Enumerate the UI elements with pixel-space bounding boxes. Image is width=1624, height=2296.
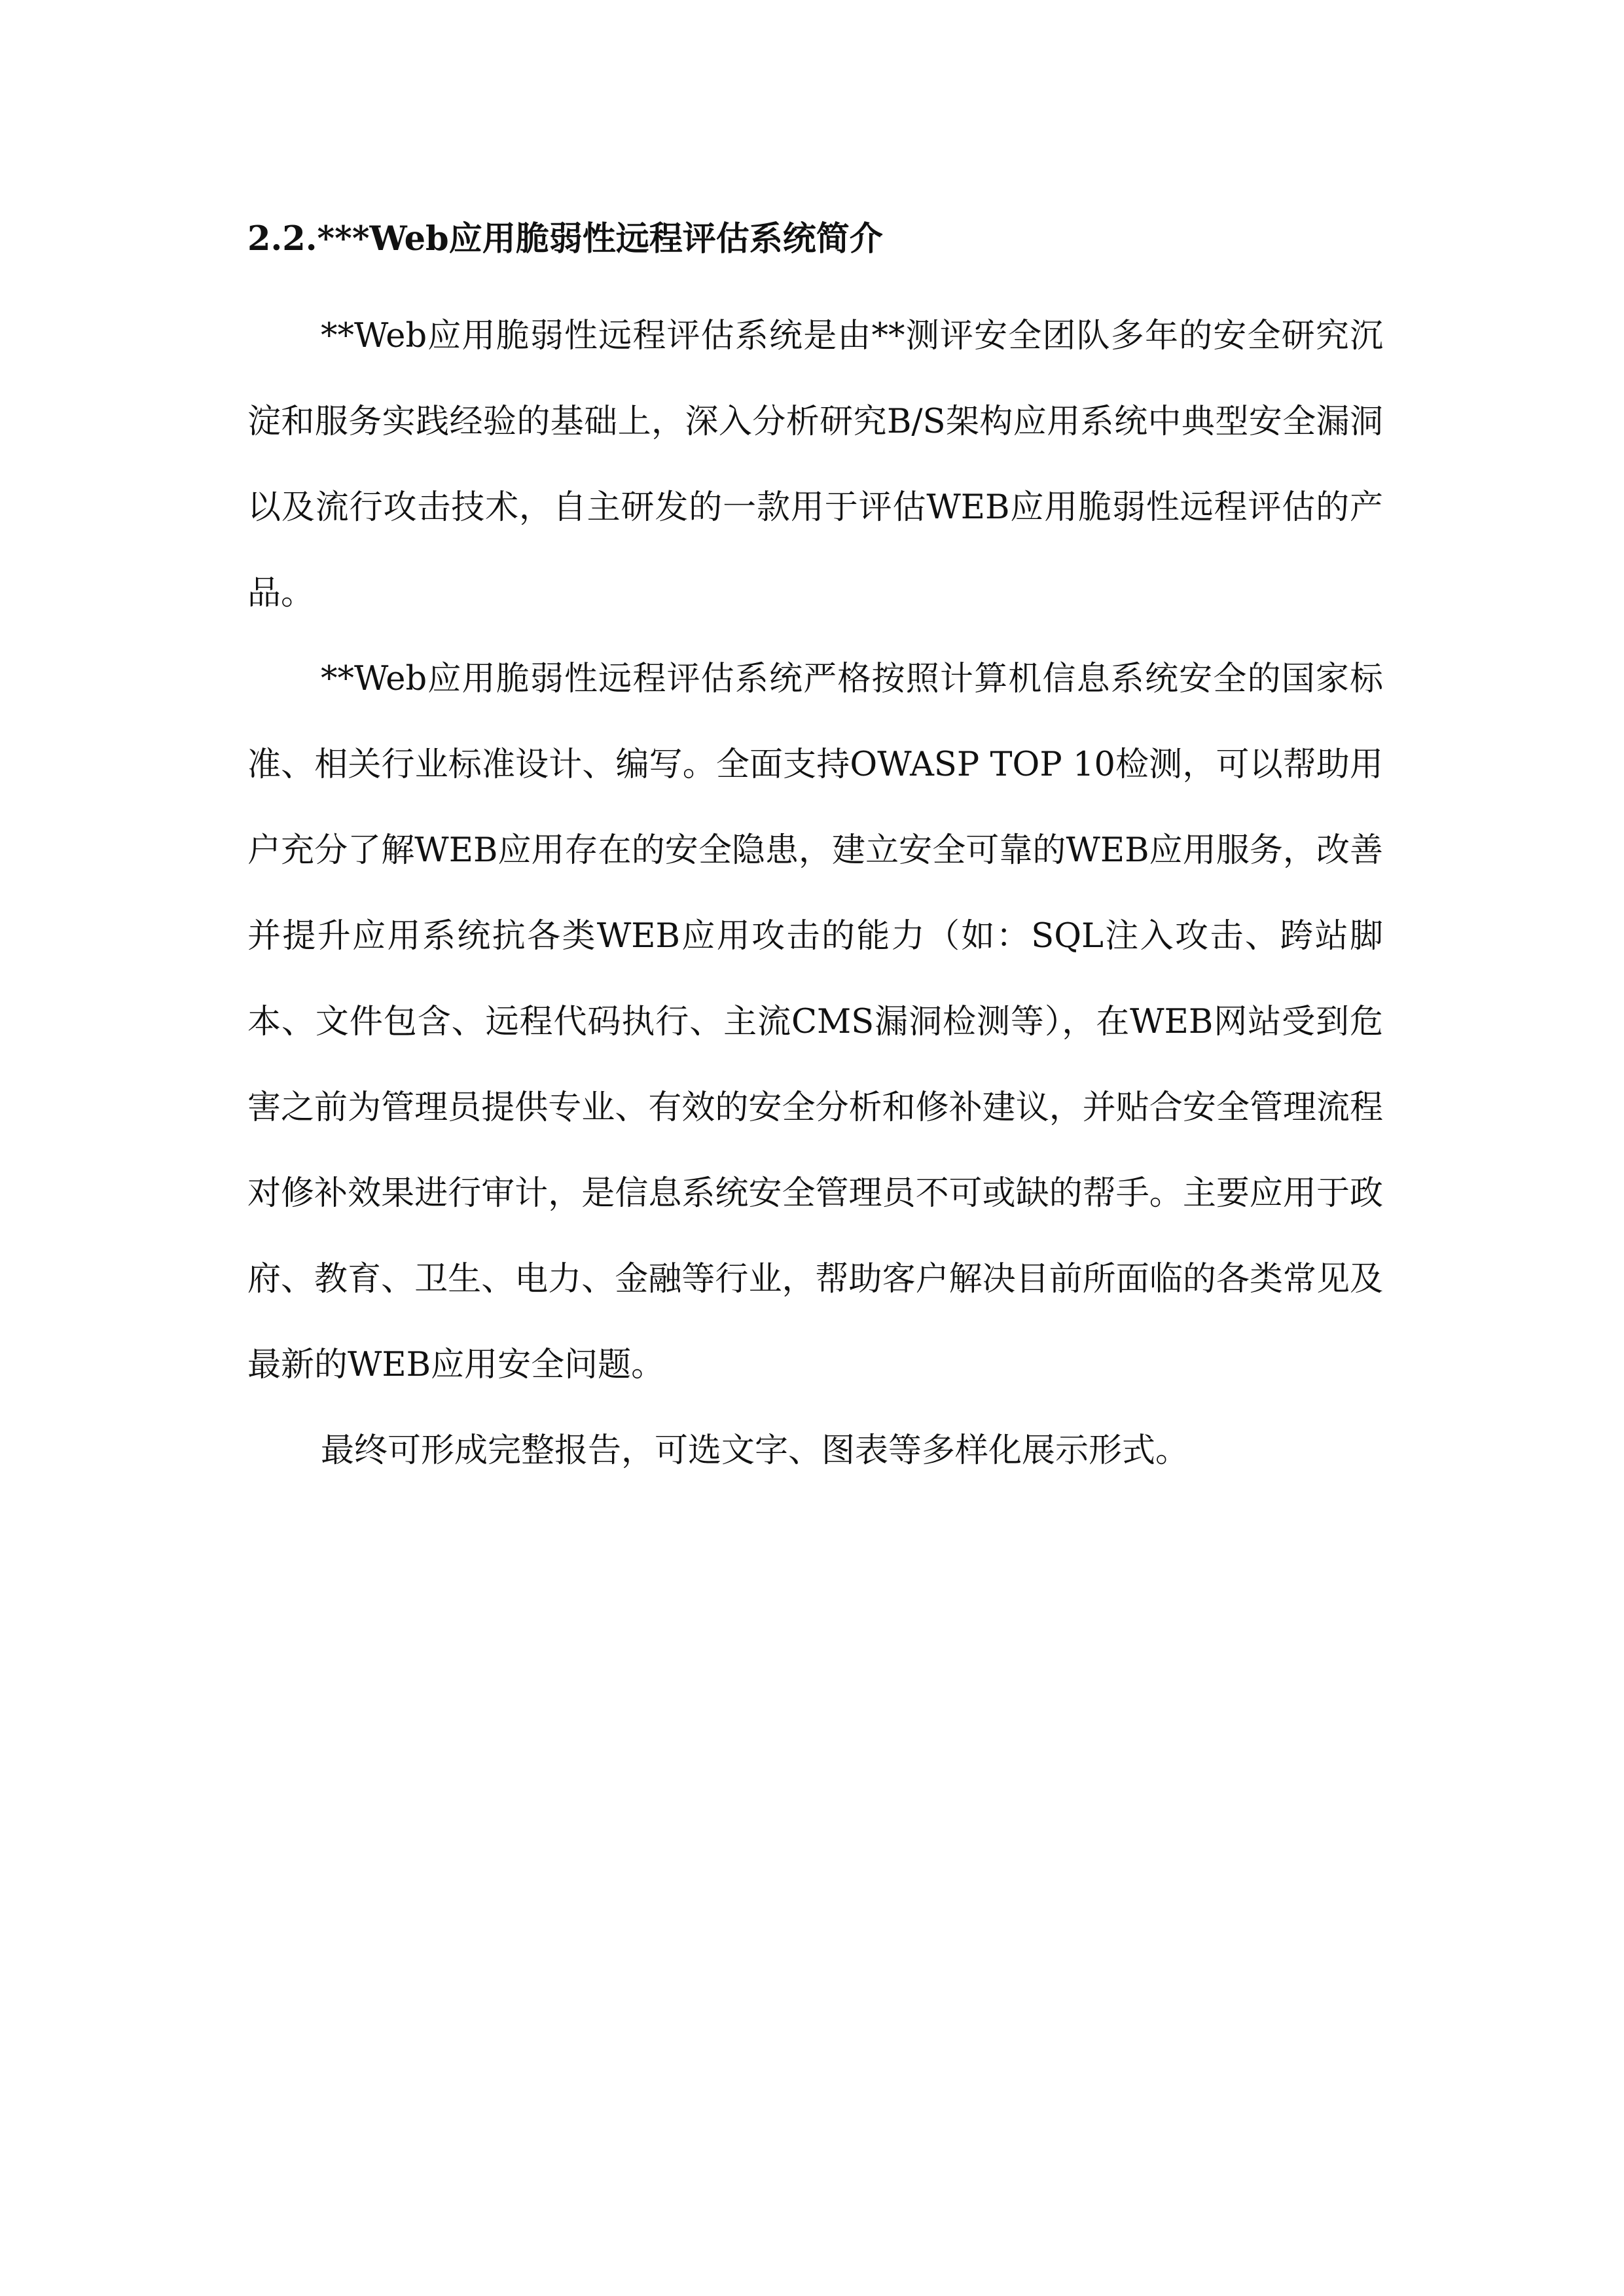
paragraph-report-output: 最终可形成完整报告，可选文字、图表等多样化展示形式。: [321, 1431, 1189, 1470]
paragraph-standards-and-capabilities: **Web应用脆弱性远程评估系统严格按照计算机信息系统安全的国家标准、相关行业标准设计、编写。全面支持OWASP TOP 10检测，可以帮助用户充分了解WEB应用存在的安全隐患，建立安全可靠的WEB应用服务，改善并提升应用系统抗各类WEB应用攻击的能力（如：SQL注入攻击、跨站脚本、文件包含、远程代码执行、主流CMS漏洞检测等），在WEB网站受到危害之前为管理员提供专业、有效的安全分析和修补建议，并贴合安全管理流程对修补效果进行审计，是信息系统安全管理员不可或缺的帮手。主要应用于政府、教育、卫生、电力、金融等行业，帮助客户解决目前所面临的各类常见及最新的WEB应用安全问题。: [247, 660, 1383, 1384]
document-body: [247, 209, 1383, 1494]
section-heading: 2.2.***Web应用脆弱性远程评估系统简介: [247, 219, 883, 259]
paragraph-system-overview: **Web应用脆弱性远程评估系统是由**测评安全团队多年的安全研究沉淀和服务实践经验的基础上，深入分析研究B/S架构应用系统中典型安全漏洞以及流行攻击技术，自主研发的一款用于评估WEB应用脆弱性远程评估的产品。: [247, 317, 1383, 613]
